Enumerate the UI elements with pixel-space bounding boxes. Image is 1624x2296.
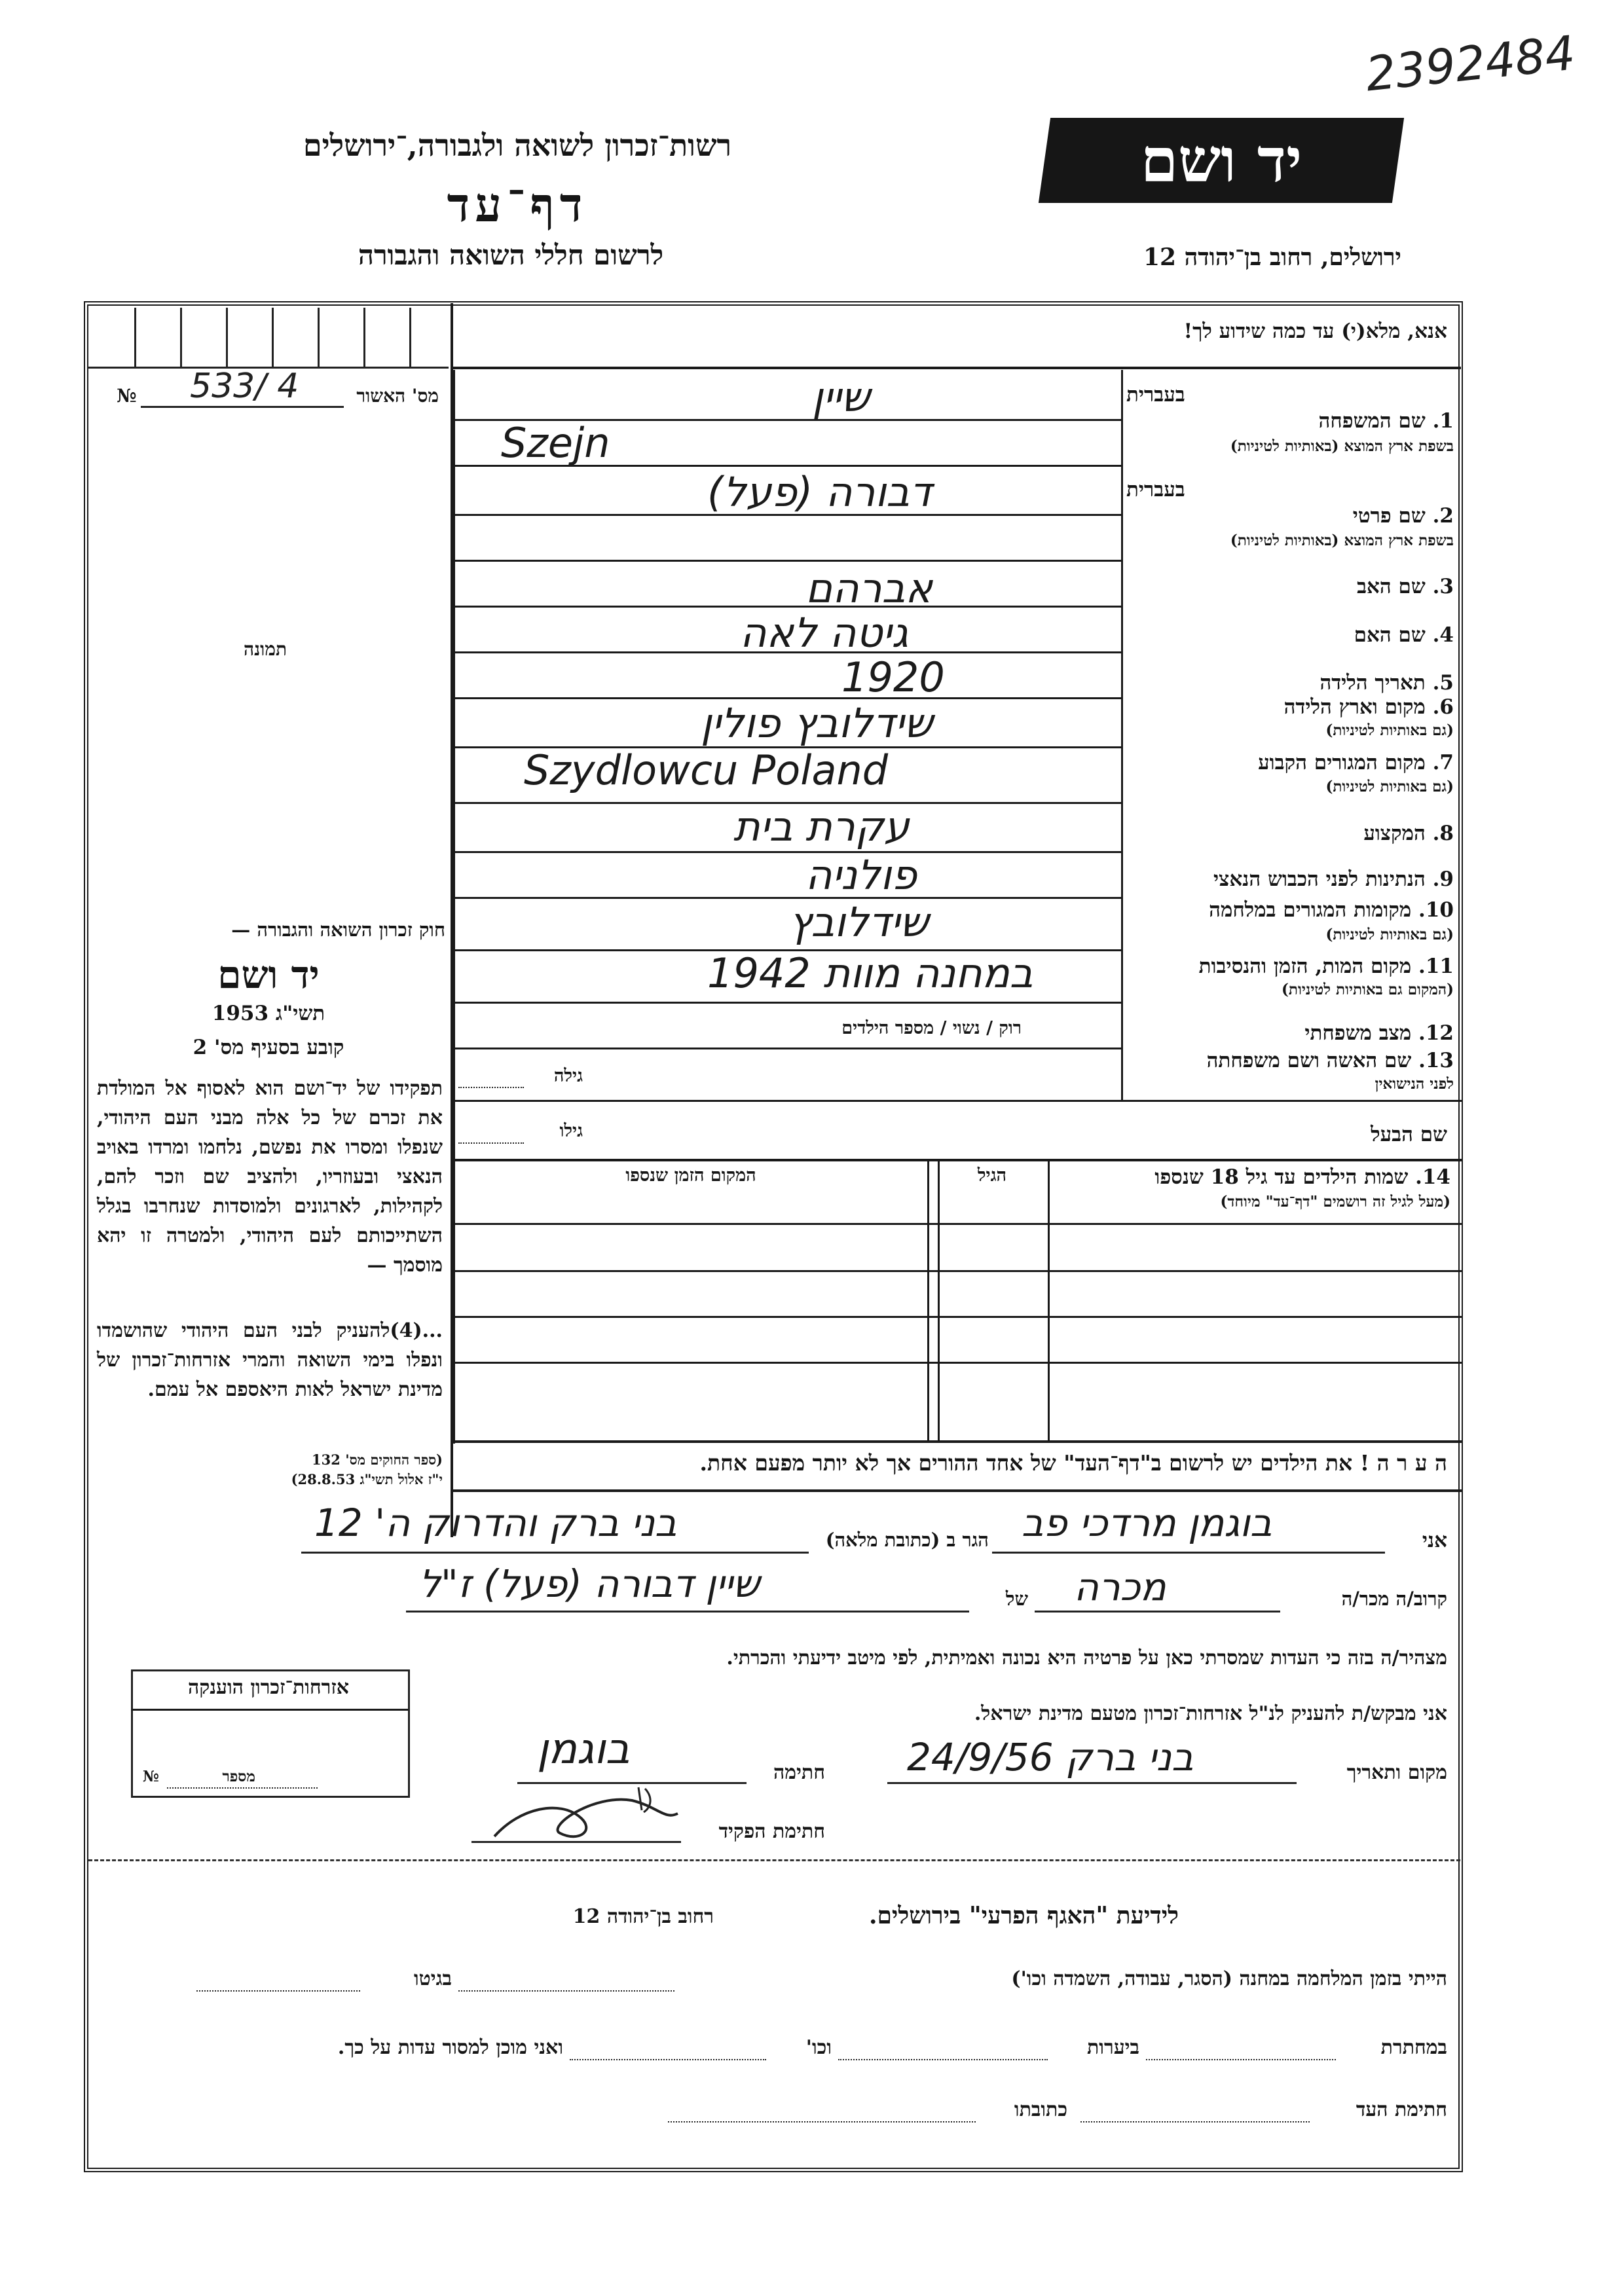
nationality: פולניה xyxy=(805,851,917,899)
label-latin-1: בשפת ארץ המוצא (באותיות לטיניות) xyxy=(1230,437,1454,455)
label-husband: שם הבעל xyxy=(1371,1123,1447,1146)
label-latin-2: בשפת ארץ המוצא (באותיות לטיניות) xyxy=(1230,532,1454,549)
i-label: אני xyxy=(1422,1529,1447,1552)
label-profession: 8. המקצוע xyxy=(1363,822,1454,845)
label-marital: 12. מצב משפחתי xyxy=(1304,1021,1454,1045)
label-children: 14. שמות הילדים עד גיל 18 שנספו xyxy=(1154,1165,1450,1189)
label-place-time-col: המקום הזמן שנספו xyxy=(625,1165,756,1186)
husband-age-label: גילו xyxy=(559,1121,583,1141)
archive-number: 2392484 xyxy=(1363,25,1578,102)
yad-vashem-logo xyxy=(1039,118,1404,203)
law-year: תשי"ג 1953 xyxy=(212,1002,325,1025)
marital-options: רוק / נשוי / מספר הילדים xyxy=(841,1018,1022,1038)
citizenship-number-symbol: № xyxy=(143,1768,159,1785)
org-line: רשות־זכרון לשואה ולגבורה,־ירושלים xyxy=(303,128,732,163)
place-date-value: בני ברק 24/9/56 xyxy=(907,1735,1194,1779)
residence: Szydlowcu Poland xyxy=(524,746,889,794)
relative-label: קרוב/ה מכר/ה xyxy=(1341,1588,1447,1610)
label-in-hebrew-2: בעברית xyxy=(1126,478,1185,501)
footer-address: רחוב בן־יהודה 12 xyxy=(572,1905,714,1928)
footer-ready: ואני מוכן למסור עדות על כך. xyxy=(337,2036,563,2059)
statement: מצהיר/ה בזה כי העדות שמסרתי כאן על פרטיה היא נכונה ואמיתית, לפי מיטב ידיעתי והכרתי. xyxy=(726,1647,1447,1669)
officer-signature-label: חתימת הפקיד xyxy=(718,1820,825,1843)
citizenship-title: אזרחות־זכרון הוענקה xyxy=(187,1676,350,1699)
citizenship-number-label: מספר xyxy=(222,1768,255,1785)
birth-place: שידלובץ פולין xyxy=(701,699,933,747)
label-family-name: 1. שם המשפחה xyxy=(1318,409,1454,433)
logo-text: יד ושם xyxy=(1140,125,1302,196)
father-name: אברהם xyxy=(805,564,932,612)
footer-underground: במחתרת xyxy=(1380,2036,1447,2059)
note: ה ע ר ה ! את הילדים יש לרשום ב"דף־העד" של אחד ההורים אך לא יותר מפעם אחת. xyxy=(699,1450,1447,1476)
wartime-residence: שידלובץ xyxy=(789,898,929,946)
form-title: דף־עד xyxy=(447,177,588,232)
label-birth-place: 6. מקום וארץ הלידה xyxy=(1283,695,1454,719)
witness-signature: בוגמן xyxy=(537,1725,630,1774)
footer-etc: וכו' xyxy=(805,2036,832,2059)
label-birth-place-sub: (גם באותיות לטיניות) xyxy=(1325,721,1454,739)
permit-boxes xyxy=(88,308,449,367)
form-subtitle: לרשום חללי השואה והגבורה xyxy=(358,239,664,271)
label-father-name: 3. שם האב xyxy=(1357,575,1454,598)
law-text-2: ...(4)להעניק לבני העם היהודי שהושמדו ונפלו בימי השואה והמרי אזרחות־זכרון של מדינת ישראל לאות היאספם אל עמם. xyxy=(97,1319,443,1401)
photo-label: תמונה xyxy=(243,638,287,660)
footer-witness-signature: חתימת העד xyxy=(1356,2098,1447,2121)
birth-date: 1920 xyxy=(841,653,945,701)
signature-label: חתימה xyxy=(773,1761,825,1784)
family-name-hebrew: שיין xyxy=(812,373,870,421)
request: אני מבקש/ת להעניק לנ"ל אזרחות־זכרון מטעם מדינת ישראל. xyxy=(974,1702,1447,1725)
law-title: חוק זכרון השואה והגבורה — xyxy=(231,919,445,941)
footer-forests: ביערות xyxy=(1086,2036,1139,2059)
officer-signature-scribble xyxy=(481,1781,691,1853)
relation-value: מכרה xyxy=(1074,1565,1166,1609)
footer-ghetto: בגיטו xyxy=(413,1967,452,1990)
death-place: במחנה מוות 1942 xyxy=(707,949,1033,997)
law-clause: קובע בסעיף מס' 2 xyxy=(193,1036,344,1059)
law-reference: (ספר החוקים מס' 132 י"ז אלול תשי"ג 28.8.53) xyxy=(291,1451,443,1487)
label-birth-date: 5. תאריך הלידה xyxy=(1320,671,1454,695)
mother-name: גיטה לאה xyxy=(740,609,909,657)
wife-age-label: גילה xyxy=(553,1066,583,1086)
label-children-sub: (מעל לגיל זה רושמים "דף־עד" מיוחד) xyxy=(1220,1193,1450,1211)
label-age-col: הגיל xyxy=(977,1165,1007,1186)
label-mother-name: 4. שם האם xyxy=(1354,623,1454,647)
permit-number-symbol: № xyxy=(117,385,137,407)
label-wartime-sub: (גם באותיות לטיניות) xyxy=(1325,926,1454,943)
resides-label: הגר ב (כתובת מלאה) xyxy=(825,1529,989,1551)
victim-name-declared: שיין דבורה (פעל) ז"ל xyxy=(419,1561,760,1606)
law-text: תפקידו של יד־ושם הוא לאסוף אל המולדת את זכרם של כל אלה מבני העם היהודי, שנפלו ומסרו את נפשם, נלחמו ומרדו באויב הנאצי ובעוזריו, ולהציב שם וזכר להם, לקהילות, לארגונים ולמוסדות שנחרבו בגלל השתייכותם לעם היהודי, ולמטרה זו יהא מוסמך — xyxy=(97,1077,443,1277)
instruction: אנא, מלא(י) עד כמה שידוע לך! xyxy=(1183,319,1447,343)
label-citizenship: 9. הנתינות לפני הכבוש הנאצי xyxy=(1213,867,1454,891)
label-column-divider xyxy=(1121,370,1123,1101)
label-wife-sub: לפני הנישואין xyxy=(1375,1075,1454,1093)
footer-title: לידיעת "האגף הפרעי" בירושלים. xyxy=(868,1902,1179,1929)
first-name-hebrew: דבורה (פעל) xyxy=(707,468,932,516)
label-wartime-residence: 10. מקומות המגורים במלחמה xyxy=(1209,898,1454,922)
witness-name: בוגמן מרדכי פב xyxy=(1022,1501,1272,1545)
label-residence-sub: (גם באותיות לטיניות) xyxy=(1325,778,1454,795)
label-death: 11. מקום המות, הזמן והנסיבות xyxy=(1198,955,1454,978)
label-in-hebrew-1: בעברית xyxy=(1126,383,1185,407)
header-address: ירושלים, רחוב בן־יהודה 12 xyxy=(1143,244,1401,271)
profession: עקרת בית xyxy=(733,803,910,850)
footer-camp-line: הייתי בזמן המלחמה במחנה (הסגר, עבודה, השמדה וכו') xyxy=(1011,1967,1447,1990)
witness-address: בני ברק והדרוק ה' 12 xyxy=(314,1501,677,1545)
family-name-latin: Szejn xyxy=(501,419,610,467)
footer-address-label: כתובתו xyxy=(1014,2098,1067,2121)
label-wife-name: 13. שם האשה ושם משפחתה xyxy=(1206,1049,1454,1072)
label-first-name: 2. שם פרטי xyxy=(1352,504,1454,528)
permit-value: 533/ 4 xyxy=(190,367,299,406)
of-label: של xyxy=(1005,1588,1028,1610)
place-date-label: מקום ותאריך xyxy=(1346,1761,1447,1784)
permit-label: מס' האשור xyxy=(356,385,439,407)
label-residence: 7. מקום המגורים הקבוע xyxy=(1258,751,1454,774)
label-death-sub: (המקום גם באותיות לטיניות) xyxy=(1282,981,1454,998)
law-name: יד ושם xyxy=(217,953,320,997)
